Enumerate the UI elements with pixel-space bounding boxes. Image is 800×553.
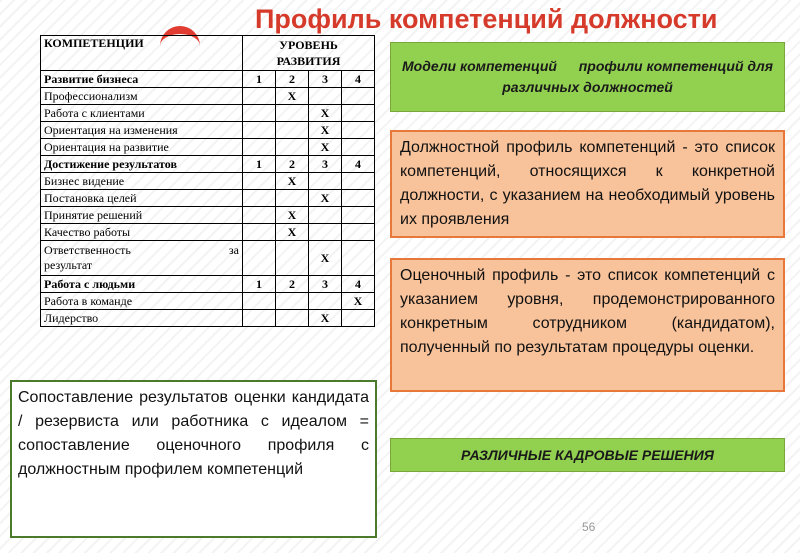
table-row (41, 310, 375, 327)
level-mark (243, 241, 276, 276)
table-row (41, 105, 375, 122)
job-profile-definition: Должностной профиль компетенций - это список компетенций, относящихся к конкретной должности, с указанием на необходимый уровень их проявления (390, 130, 785, 238)
level-number: 4 (342, 156, 375, 173)
competency-label: Работа с клиентами (41, 105, 243, 122)
level-mark: Х (309, 241, 342, 276)
level-mark (276, 241, 309, 276)
competency-label: Постановка целей (41, 190, 243, 207)
level-mark (276, 190, 309, 207)
level-mark (342, 241, 375, 276)
level-mark (309, 173, 342, 190)
level-number: 4 (342, 71, 375, 88)
level-mark (243, 224, 276, 241)
level-mark (243, 190, 276, 207)
level-mark (243, 293, 276, 310)
level-number: 1 (243, 276, 276, 293)
competency-label: Ориентация на развитие (41, 139, 243, 156)
level-mark (342, 173, 375, 190)
table-row (41, 241, 375, 276)
level-mark (243, 88, 276, 105)
competency-label: Профессионализм (41, 88, 243, 105)
table-row (41, 88, 375, 105)
table-group-row (41, 71, 375, 88)
level-number: 3 (309, 276, 342, 293)
competency-label: Ориентация на изменения (41, 122, 243, 139)
level-mark (342, 105, 375, 122)
page-number: 56 (582, 520, 596, 534)
level-mark (309, 207, 342, 224)
level-mark: Х (276, 224, 309, 241)
level-mark: Х (276, 207, 309, 224)
level-mark (243, 310, 276, 327)
level-mark: Х (309, 105, 342, 122)
header-competencies: КОМПЕТЕНЦИИ (41, 36, 243, 71)
competency-label: Работа с людьми (41, 276, 243, 293)
level-number: 1 (243, 71, 276, 88)
comparison-note: Сопоставление результатов оценки кандидата / резервиста или работника с идеалом = сопоставление оценочного профиля с должностным профилем компетенций (10, 380, 377, 538)
competency-models-box: Модели компетенций профили компетенций для различных должностей (390, 42, 785, 112)
level-mark: Х (342, 293, 375, 310)
level-mark (309, 88, 342, 105)
hr-decisions-box: РАЗЛИЧНЫЕ КАДРОВЫЕ РЕШЕНИЯ (390, 438, 785, 472)
level-mark (243, 173, 276, 190)
competency-label: Работа в команде (41, 293, 243, 310)
header-level-line2: РАЗВИТИЯ (276, 54, 341, 68)
level-mark (276, 105, 309, 122)
table-row (41, 224, 375, 241)
level-number: 3 (309, 71, 342, 88)
table-row (41, 190, 375, 207)
competency-label: Развитие бизнеса (41, 71, 243, 88)
competency-label: Принятие решений (41, 207, 243, 224)
level-mark (276, 122, 309, 139)
level-mark (342, 122, 375, 139)
level-mark (243, 207, 276, 224)
header-level (243, 36, 375, 71)
assessment-profile-definition: Оценочный профиль - это список компетенций с указанием уровня, продемонстрированного конкретным сотрудником (кандидатом), полученный по результатам процедуры оценки. (390, 258, 785, 392)
level-mark (309, 293, 342, 310)
competency-table-grid (40, 35, 375, 327)
level-mark (342, 139, 375, 156)
level-number: 1 (243, 156, 276, 173)
level-mark (342, 207, 375, 224)
header-level-line1: УРОВЕНЬ (279, 38, 338, 52)
table-row (41, 293, 375, 310)
level-mark (276, 310, 309, 327)
table-header-row (41, 36, 375, 71)
competency-label: Бизнес видение (41, 173, 243, 190)
level-number: 2 (276, 156, 309, 173)
level-mark (342, 310, 375, 327)
table-row (41, 207, 375, 224)
competency-table (40, 35, 375, 363)
competency-label: Ответственность за результат (41, 241, 243, 276)
level-mark: Х (276, 88, 309, 105)
table-row (41, 173, 375, 190)
level-mark (243, 122, 276, 139)
level-number: 4 (342, 276, 375, 293)
level-mark: Х (309, 310, 342, 327)
level-mark: Х (276, 173, 309, 190)
level-mark (309, 224, 342, 241)
level-mark (342, 88, 375, 105)
level-mark (243, 105, 276, 122)
competency-label: Достижение результатов (41, 156, 243, 173)
table-group-row (41, 276, 375, 293)
table-group-row (41, 156, 375, 173)
level-number: 2 (276, 71, 309, 88)
level-mark (276, 139, 309, 156)
table-row (41, 122, 375, 139)
level-number: 3 (309, 156, 342, 173)
table-row (41, 139, 375, 156)
competency-label: Качество работы (41, 224, 243, 241)
level-mark (276, 293, 309, 310)
level-mark: Х (309, 139, 342, 156)
level-mark (342, 224, 375, 241)
level-mark (342, 190, 375, 207)
level-mark: Х (309, 122, 342, 139)
level-mark: Х (309, 190, 342, 207)
level-mark (243, 139, 276, 156)
level-number: 2 (276, 276, 309, 293)
competency-label: Лидерство (41, 310, 243, 327)
page-title: Профиль компетенций должности (255, 4, 718, 34)
